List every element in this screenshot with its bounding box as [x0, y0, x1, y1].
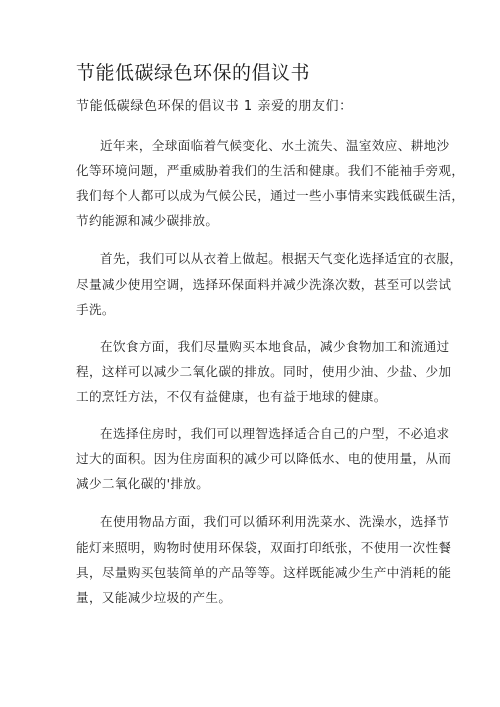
paragraph-3-line-3: 工的烹饪方法，不仅有益健康，也有益于地球的健康。 — [76, 389, 387, 404]
paragraph-5-line-4: 量，又能减少垃圾的产生。 — [76, 590, 232, 605]
paragraph-1-line-1: 近年来，全球面临着气候变化、水土流失、温室效应、耕地沙 — [100, 138, 450, 153]
paragraph-4-line-1: 在选择住房时，我们可以理智选择适合自己的户型，不必追求 — [100, 426, 450, 441]
paragraph-1-line-2: 化等环境问题，严重威胁着我们的生活和健康。我们不能袖手旁观， — [76, 163, 465, 178]
paragraph-4-line-3: 减少二氧化碳的'排放。 — [76, 476, 210, 491]
paragraph-4-line-2: 过大的面积。因为住房面积的减少可以降低水、电的使用量，从而 — [76, 451, 452, 466]
document-title: 节能低碳绿色环保的倡议书 — [76, 62, 311, 84]
paragraph-2-line-2: 尽量减少使用空调，选择环保面料并减少洗涤次数，甚至可以尝试 — [76, 277, 452, 292]
paragraph-2-line-1: 首先，我们可以从衣着上做起。根据天气变化选择适宜的衣服， — [100, 251, 463, 266]
paragraph-1-line-4: 节约能源和减少碳排放。 — [76, 213, 219, 228]
salutation-line: 节能低碳绿色环保的倡议书 1 亲爱的朋友们： — [76, 99, 353, 114]
paragraph-2-line-3: 手洗。 — [76, 302, 115, 317]
paragraph-3-line-2: 程，这样可以减少二氧化碳的排放。同时，使用少油、少盐、少加 — [76, 364, 452, 379]
paragraph-5-line-3: 具，尽量购买包装简单的产品等等。这样既能减少生产中消耗的能 — [76, 565, 452, 580]
paragraph-3-line-1: 在饮食方面，我们尽量购买本地食品，减少食物加工和流通过 — [100, 339, 450, 354]
paragraph-1-line-3: 我们每个人都可以成为气候公民，通过一些小事情来实践低碳生活， — [76, 188, 465, 203]
paragraph-5-line-2: 能灯来照明，购物时使用环保袋，双面打印纸张，不使用一次性餐 — [76, 540, 452, 555]
paragraph-5-line-1: 在使用物品方面，我们可以循环利用洗菜水、洗澡水，选择节 — [100, 514, 450, 529]
